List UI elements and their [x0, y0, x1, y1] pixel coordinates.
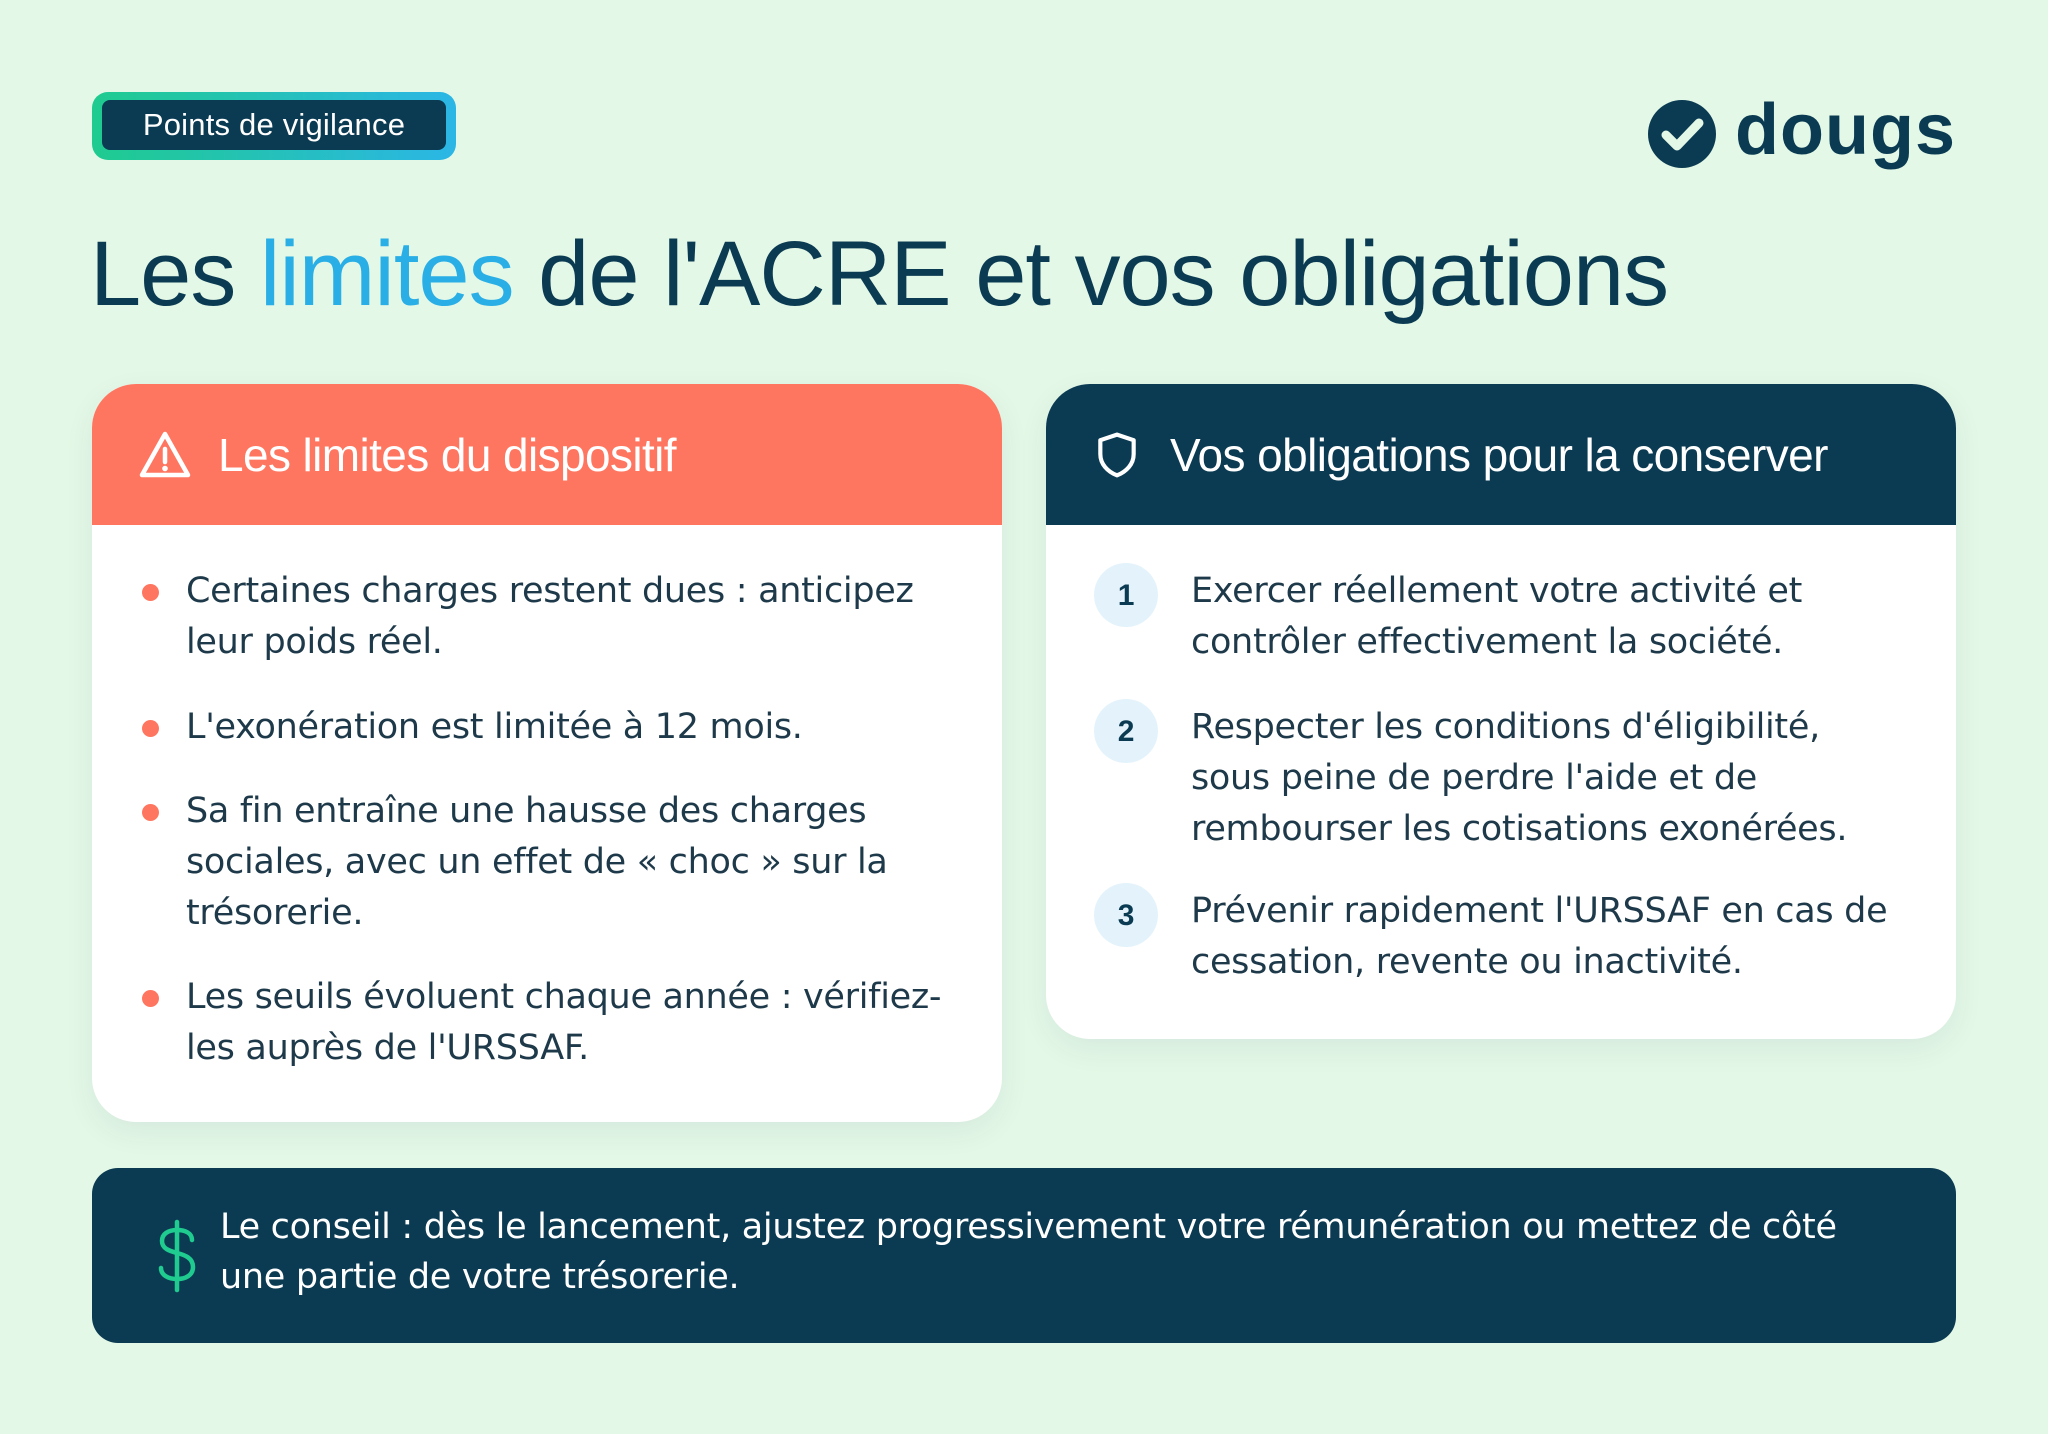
limits-card-title: Les limites du dispositif	[218, 428, 676, 481]
list-item: L'exonération est limitée à 12 mois.	[186, 702, 962, 753]
warning-icon	[138, 428, 192, 482]
title-accent: limites	[259, 223, 514, 325]
brand-logo	[1647, 90, 1956, 172]
step-text: Prévenir rapidement l'URSSAF en cas de cessation, revente ou inactivité.	[1191, 891, 1888, 982]
tip-text: Le conseil : dès le lancement, ajustez progressivement votre rémunération ou mettez de côté une partie de votre trésorerie.	[220, 1207, 1837, 1297]
step-text: Respecter les conditions d'éligibilité, sous peine de perdre l'aide et de rembourser les cotisations exonérées.	[1191, 707, 1848, 849]
obligations-card-header	[1046, 384, 1956, 525]
list-item	[1117, 702, 1908, 855]
brand-name: dougs	[1735, 90, 1956, 170]
list-item: Sa fin entraîne une hausse des charges sociales, avec un effet de « choc » sur la trésorerie.	[186, 786, 962, 939]
step-number: 2	[1094, 699, 1158, 763]
step-number: 1	[1094, 563, 1158, 627]
page-title	[90, 222, 1668, 327]
list-item: Les seuils évoluent chaque année : vérifiez-les auprès de l'URSSAF.	[186, 972, 962, 1074]
step-text: Exercer réellement votre activité et contrôler effectivement la société.	[1191, 571, 1803, 662]
obligations-card	[1046, 384, 1956, 1039]
check-circle-icon	[1647, 99, 1717, 169]
obligations-card-title: Vos obligations pour la conserver	[1170, 428, 1828, 481]
title-prefix: Les	[90, 223, 260, 325]
category-tag	[92, 92, 456, 160]
limits-card	[92, 384, 1002, 1122]
limits-card-header	[92, 384, 1002, 525]
step-number: 3	[1094, 883, 1158, 947]
category-tag-label: Points de vigilance	[102, 100, 446, 150]
dollar-icon	[142, 1216, 212, 1296]
list-item	[1117, 886, 1908, 988]
list-item	[1117, 566, 1908, 668]
shield-icon	[1092, 430, 1142, 480]
tip-banner	[92, 1168, 1956, 1343]
title-suffix: de l'ACRE et vos obligations	[513, 223, 1669, 325]
list-item: Certaines charges restent dues : anticipez leur poids réel.	[186, 566, 962, 668]
